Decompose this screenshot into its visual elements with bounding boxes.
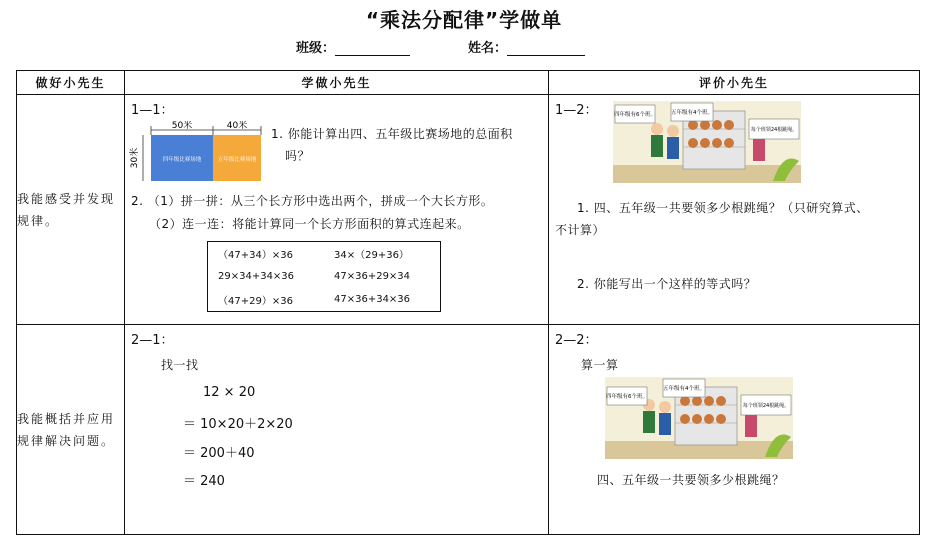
calc-line: ＝ 240 (183, 474, 225, 489)
worksheet-table (16, 70, 920, 535)
header-goal: 做好小先生 (17, 71, 125, 95)
question-3: （2）连一连：将能计算同一个长方形面积的算式连起来。 (149, 217, 470, 231)
eval-question-2: 2. 你能写出一个这样的等式吗？ (577, 277, 757, 291)
rope-illustration (613, 101, 801, 183)
expression[interactable]: （47+29）×36 (218, 296, 293, 307)
goal-cell-2: 我能概括并应用规律解决问题。 (17, 325, 125, 535)
bubble-fifth-grade: 五年级有4个班。 (663, 386, 705, 392)
expression[interactable]: （47+34）×36 (218, 250, 293, 261)
question-2: 2. （1）拼一拼：从三个长方形中选出两个，拼成一个大长方形。 (131, 194, 494, 208)
learn-cell-1 (125, 95, 549, 325)
expression-box (207, 241, 441, 312)
eval-cell-1 (549, 95, 920, 325)
page-title: “乘法分配律”学做单 (365, 8, 563, 32)
learn-cell-2 (125, 325, 549, 535)
height-label: 30米 (130, 147, 140, 169)
header-eval: 评价小先生 (549, 71, 920, 95)
section-label: 2—2： (555, 333, 598, 348)
field-diagram (129, 121, 269, 193)
width-right-label: 40米 (226, 121, 248, 131)
section-label: 1—1： (131, 103, 174, 118)
header-learn: 学做小先生 (125, 71, 549, 95)
eval-question-1-line-1: 1. 四、五年级一共要领多少根跳绳？（只研究算式、 (577, 201, 869, 215)
fifth-grade-label: 五年级比赛场地 (217, 157, 257, 163)
expression[interactable]: 47×36+34×36 (334, 294, 411, 305)
section-label: 1—2： (555, 103, 598, 118)
expression[interactable]: 34×（29+36） (334, 250, 409, 261)
class-label: 班级： (296, 41, 336, 56)
bubble-fifth-grade: 五年级有4个班。 (671, 110, 713, 116)
question-1-line-2: 吗？ (285, 149, 311, 163)
find-label: 找一找 (161, 358, 199, 372)
eval-question: 四、五年级一共要领多少根跳绳？ (597, 473, 785, 487)
expression[interactable]: 47×36+29×34 (334, 271, 411, 282)
expression[interactable]: 29×34+34×36 (218, 271, 295, 282)
fourth-grade-label: 四年级比赛场地 (162, 157, 202, 163)
bubble-ropes: 每个班领24根跳绳。 (750, 127, 798, 133)
section-label: 2—1： (131, 333, 174, 348)
rope-illustration (605, 377, 793, 459)
width-left-label: 50米 (171, 121, 193, 131)
bubble-fourth-grade: 四年级有6个班。 (614, 112, 656, 118)
calc-line: ＝ 200＋40 (183, 446, 255, 461)
name-field[interactable] (468, 37, 585, 56)
goal-cell-1: 我能感受并发现规律。 (17, 95, 125, 325)
class-field[interactable] (296, 37, 410, 56)
name-label: 姓名： (468, 41, 508, 56)
question-1-line-1: 1. 你能计算出四、五年级比赛场地的总面积 (271, 127, 513, 141)
bubble-ropes: 每个班领24根跳绳。 (742, 403, 790, 409)
eval-question-1-line-2: 不计算） (555, 223, 606, 237)
eval-cell-2 (549, 325, 920, 535)
bubble-fourth-grade: 四年级有6个班。 (606, 394, 648, 400)
calc-line: 12 × 20 (203, 385, 256, 400)
calc-line: ＝ 10×20＋2×20 (183, 417, 293, 432)
compute-label: 算一算 (581, 358, 619, 372)
